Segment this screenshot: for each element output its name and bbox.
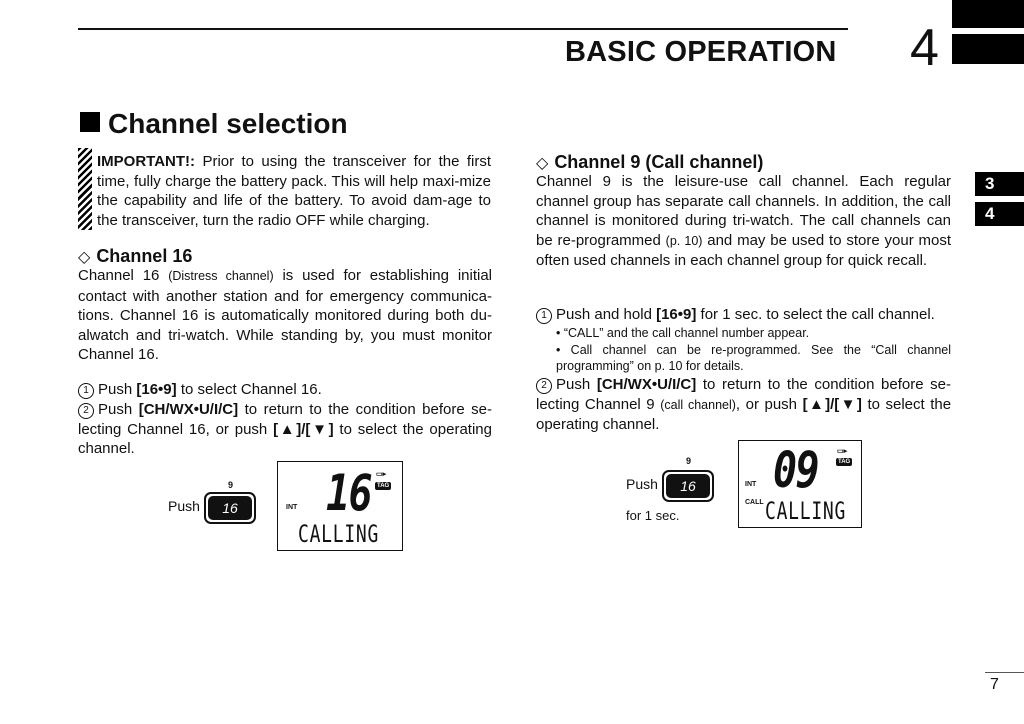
lcd-display-ch9: INT CALL 09 ▭▸ TAG CALLING bbox=[738, 440, 862, 528]
channel16-step-2: 2 Push [CH/WX•U/I/C] to return to the condition before se-lecting Channel 16, or push [▲]/[▼] to select the operating channel. bbox=[78, 401, 493, 457]
channel9-step-2: 2 Push [CH/WX•U/I/C] to return to the condition before se-lecting Channel 9 (call channel), or push [▲]/[▼] to select the operating channel. bbox=[536, 376, 952, 433]
chapter-title: BASIC OPERATION bbox=[565, 36, 837, 68]
battery-icon: ▭▸ bbox=[376, 471, 387, 478]
section-title: Channel selection bbox=[80, 108, 348, 140]
push-label: Push bbox=[626, 476, 658, 492]
chapter-tab-block bbox=[952, 0, 1024, 28]
page-number-rule bbox=[985, 672, 1024, 673]
header-rule bbox=[78, 28, 848, 30]
battery-icon: ▭▸ bbox=[837, 448, 848, 455]
lcd-display-ch16: INT 16 ▭▸ TAG CALLING bbox=[277, 461, 403, 551]
side-tab-3[interactable]: 3 bbox=[975, 172, 1024, 196]
channel9-heading: ◇ Channel 9 (Call channel) bbox=[536, 152, 764, 172]
diamond-icon: ◇ bbox=[536, 155, 549, 172]
chapter-tab-block bbox=[952, 34, 1024, 64]
key-secondary-label: 9 bbox=[686, 456, 692, 466]
channel16-step-1: 1 Push [16•9] to select Channel 16. bbox=[78, 380, 492, 400]
important-hatch-icon bbox=[78, 148, 92, 230]
hold-duration-label: for 1 sec. bbox=[626, 508, 680, 523]
channel16-key-button[interactable]: 16 bbox=[204, 492, 256, 524]
important-note: IMPORTANT!: Prior to using the transceiver for the first time, fully charge the battery pack. This will help maxi-mize the capability and life of the battery. To avoid dam-age to the transceiver, turn the radio OFF while charging. bbox=[97, 153, 491, 229]
channel16-heading: ◇ Channel 16 bbox=[78, 246, 193, 266]
channel9-bullet-2: • Call channel can be re-programmed. See the “Call channel programming” on p. 10 for details. bbox=[556, 343, 952, 373]
channel16-body: Channel 16 (Distress channel) is used for establishing initial contact with another station and for emergency communica-tions. Channel 16 is automatically monitored during both du-alwatch and tri-watch. While standing by, you must monitor Channel 16. bbox=[78, 267, 492, 363]
channel9-body: Channel 9 is the leisure-use call channel. Each regular channel group has separate call channels. In addition, the call channel is monitored during tri-watch. The call channels can be re-programmed (p. 10) and may be used to store your most often used channels in each channel group for quick recall. bbox=[536, 173, 951, 269]
key-secondary-label: 9 bbox=[228, 480, 234, 490]
diamond-icon: ◇ bbox=[78, 249, 91, 266]
page-number: 7 bbox=[990, 676, 999, 693]
side-tab-4[interactable]: 4 bbox=[975, 202, 1024, 226]
channel9-key-button[interactable]: 16 bbox=[662, 470, 714, 502]
square-bullet-icon bbox=[80, 112, 100, 132]
push-label: Push bbox=[168, 498, 200, 514]
channel9-bullet-1: • “CALL” and the call channel number appear. bbox=[556, 326, 810, 340]
chapter-number: 4 bbox=[910, 19, 939, 77]
channel9-step-1: 1 Push and hold [16•9] for 1 sec. to select the call channel. bbox=[536, 305, 951, 325]
